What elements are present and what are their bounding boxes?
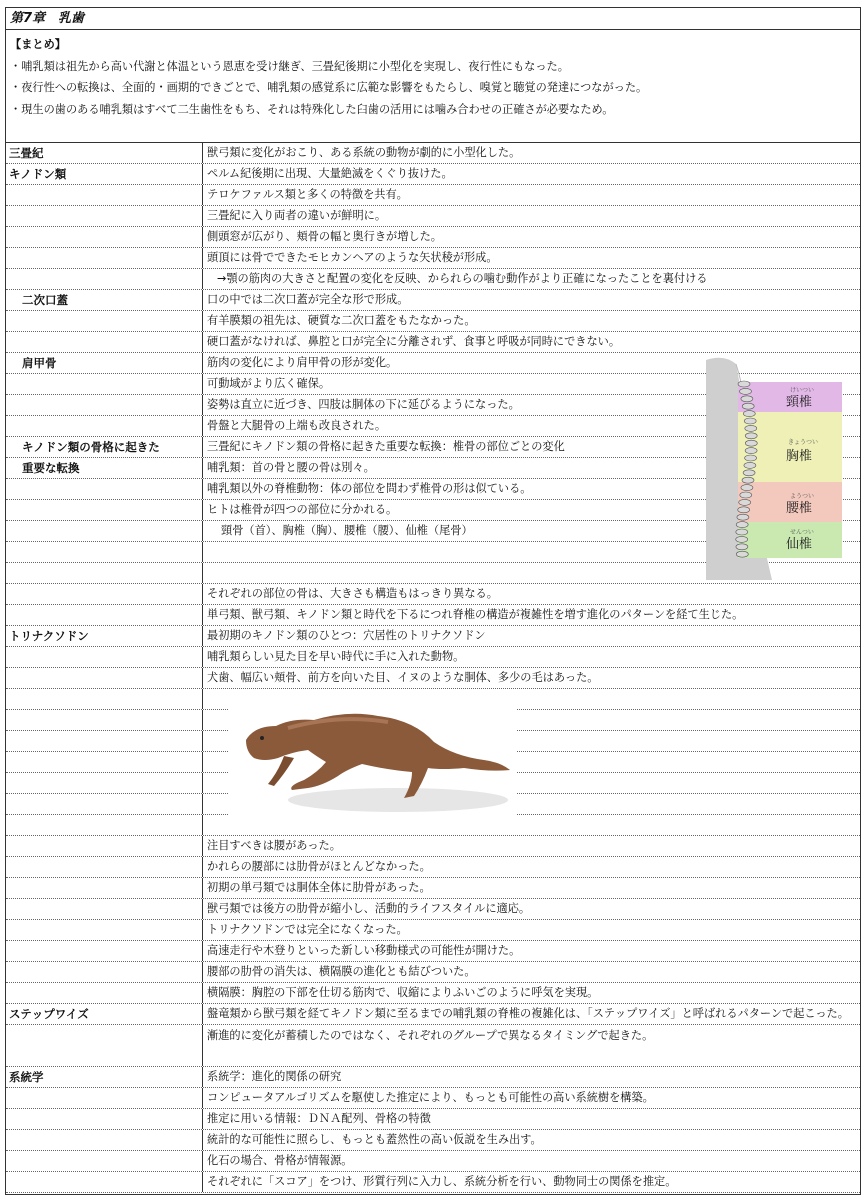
table-row [6,1172,860,1193]
row-note: 三畳紀にキノドン類の骨格に起きた重要な転換：椎骨の部位ごとの変化 [207,440,565,453]
row-topic [6,521,203,541]
label-ruby: けいつい [790,387,815,394]
vertebra [744,462,756,468]
row-topic [6,1088,203,1108]
row-note: 獣弓類に変化がおこり、ある系統の動物が劇的に小型化した。 [207,146,521,159]
row-topic [6,836,203,856]
summary-line: ・夜行性への転換は、全面的・画期的できごとで、哺乳類の感覚系に広範な影響をもたらし、嗅覚と聴覚の発達につながった。 [10,81,648,94]
row-topic [6,248,203,268]
row-topic [6,1151,203,1171]
row-note: 三畳紀に入り両者の違いが鮮明に。 [207,209,387,222]
row-topic: 三畳紀 [6,143,203,163]
row-topic [6,605,203,625]
vertebra [745,448,757,454]
spine-figure [706,354,842,580]
row-note: 頸骨（首）、胸椎（胸）、腰椎（腰）、仙椎（尾骨） [221,524,473,537]
vertebra [736,551,748,557]
summary-line: ・現生の歯のある哺乳類はすべて二生歯性をもち、それは特殊化した臼歯の活用には噛み合わせの正確さが必要なため。 [10,102,614,116]
vertebra [738,381,750,387]
row-note: 姿勢は直立に近づき、四肢は胴体の下に延びるようになった。 [207,398,520,411]
vertebra [742,477,754,483]
label-ruby: きょうつい [788,439,819,446]
table-row [6,185,860,206]
row-topic [6,647,203,667]
row-note: 側頭窓が広がり、頬骨の幅と奥行きが増した。 [207,230,442,243]
table-row [6,227,860,248]
row-topic [6,206,203,226]
row-topic [6,395,203,415]
row-note: 頭頂には骨でできたモヒカンヘアのような矢状稜が形成。 [207,251,498,264]
row-topic [6,542,203,562]
row-topic: 肩甲骨 [6,353,203,373]
row-topic [6,311,203,331]
vertebra [738,507,750,513]
table-row [6,164,860,185]
summary-heading: 【まとめ】 [10,38,66,51]
table-row [6,836,860,857]
vertebra [741,485,753,491]
row-note: ヒトは椎骨が四つの部位に分かれる。 [207,503,398,516]
row-topic [6,983,203,1003]
row-note: 腰部の肋骨の消失は、横隔膜の進化とも結びついた。 [207,965,476,978]
vertebra [737,514,749,520]
vertebra [743,470,755,476]
vertebra [736,529,748,535]
row-note: 化石の場合、骨格が情報源。 [207,1154,353,1167]
row-note: 硬口蓋がなければ、鼻腔と口が完全に分離されず、食事と呼吸が同時にできない。 [207,335,621,348]
row-topic [6,857,203,877]
table-row [6,899,860,920]
vertebra [745,425,757,431]
row-topic: 重要な転換 [6,458,203,478]
table-row [6,668,860,689]
row-topic [6,878,203,898]
row-topic [6,500,203,520]
vertebra [742,403,754,409]
trinaxodon-figure [228,700,516,830]
vertebra [736,544,748,550]
row-topic [6,416,203,436]
table-row [6,311,860,332]
row-topic: トリナクソドン [6,626,203,646]
vertebra [736,536,748,542]
vertebra [743,411,755,417]
row-note: 横隔膜：胸腔の下部を仕切る筋肉で、収縮によりふいごのように呼気を実現。 [207,986,599,999]
row-topic [6,962,203,982]
table-row [6,626,860,647]
table-row [6,269,860,290]
table-row [6,206,860,227]
table-row [6,857,860,878]
table-row [6,1067,860,1088]
row-note: 獣弓類では後方の肋骨が縮小し、活動的ライフスタイルに適応。 [207,902,531,915]
row-topic: ステップワイズ [6,1004,203,1024]
row-note: 単弓類、獣弓類、キノドン類と時代を下るにつれ脊椎の構造が複雑性を増す進化のパターンを経て生じた。 [207,608,744,621]
vertebra [745,433,757,439]
label-sacral: 仙椎 [786,537,813,552]
table-row [6,878,860,899]
row-note: 哺乳類以外の脊椎動物：体の部位を問わず椎骨の形は似ている。 [207,482,532,495]
row-topic [6,1130,203,1150]
vertebra [739,499,751,505]
row-note: 統計的な可能性に照らし、もっとも蓋然性の高い仮説を生み出す。 [207,1133,542,1146]
table-row [6,1025,860,1067]
table-row [6,983,860,1004]
row-topic [6,941,203,961]
label-thoracic: 胸椎 [786,449,813,464]
label-cervical: 頸椎 [786,395,813,410]
row-topic [6,815,203,835]
row-topic [6,689,203,709]
human-spine-illustration [706,354,842,580]
vertebra [736,522,748,528]
trinaxodon-eye [260,736,264,740]
table-row [6,332,860,353]
row-topic [6,1109,203,1129]
row-topic [6,479,203,499]
row-note: 初期の単弓類では胴体全体に肋骨があった。 [207,881,431,894]
row-note: 盤竜類から獣弓類を経てキノドン類に至るまでの哺乳類の脊椎の複雑化は、「ステップワイズ」と呼ばれるパターンで起こった。 [207,1007,849,1020]
table-row [6,647,860,668]
row-topic [6,899,203,919]
row-note: 骨盤と大腿骨の上端も改良された。 [207,419,387,432]
row-topic [6,227,203,247]
row-note: テロケファルス類と多くの特徴を共有。 [207,188,408,201]
label-ruby: ようつい [790,493,815,500]
ground-shadow [288,788,508,812]
row-note: 可動域がより広く確保。 [207,377,331,390]
table-row [6,584,860,605]
row-topic [6,710,203,730]
table-row [6,605,860,626]
row-topic [6,374,203,394]
table-row [6,143,860,164]
summary-box [6,30,860,143]
row-note: 高速走行や木登りといった新しい移動様式の可能性が開けた。 [207,944,521,957]
chapter-title: 第7章 乳歯 [6,8,860,30]
table-row [6,1109,860,1130]
label-lumbar: 腰椎 [786,501,813,516]
vertebra [741,396,753,402]
table-row [6,1004,860,1025]
row-topic [6,584,203,604]
row-topic: 系統学 [6,1067,203,1087]
table-row [6,1130,860,1151]
summary-line: ・哺乳類は祖先から高い代謝と体温という恩恵を受け継ぎ、三畳紀後期に小型化を実現し、夜行性にもなった。 [10,59,569,73]
table-row [6,248,860,269]
notes-sheet [5,7,861,1195]
vertebra [740,388,752,394]
row-note: コンピュータアルゴリズムを駆使した推定により、もっとも可能性の高い系統樹を構築。 [207,1091,654,1104]
row-topic [6,185,203,205]
row-topic: キノドン類 [6,164,203,184]
row-note: 推定に用いる情報：ＤＮＡ配列、骨格の特徴 [207,1112,431,1125]
vertebra [745,440,757,446]
row-topic [6,563,203,583]
row-topic: 二次口蓋 [6,290,203,310]
row-note: 口の中では二次口蓋が完全な形で形成。 [207,293,409,306]
row-topic [6,731,203,751]
row-note: 筋肉の変化により肩甲骨の形が変化。 [207,356,398,369]
row-topic [6,794,203,814]
row-note: ペルム紀後期に出現、大量絶滅をくぐり抜けた。 [207,167,453,180]
table-row [6,941,860,962]
row-note: 有羊膜類の祖先は、硬質な二次口蓋をもたなかった。 [207,314,476,327]
trinaxodon-illustration [228,700,516,830]
row-topic [6,1025,203,1066]
label-ruby: せんつい [790,529,814,536]
row-note: 哺乳類らしい見た目を早い時代に手に入れた動物。 [207,650,465,663]
row-topic [6,773,203,793]
row-note: 系統学：進化的関係の研究 [207,1070,342,1083]
row-note: かれらの腰部には肋骨がほとんどなかった。 [207,860,431,873]
table-row [6,1088,860,1109]
row-note: →顎の筋肉の大きさと配置の変化を反映、かられらの噛む動作がより正確になったことを裏付ける [217,272,708,285]
row-note: 漸進的に変化が蓄積したのではなく、それぞれのグループで異なるタイミングで起きた。 [207,1029,654,1042]
trinaxodon-body [246,714,510,798]
table-row [6,962,860,983]
table-row [6,920,860,941]
row-note: それぞれの部位の骨は、大きさも構造もはっきり異なる。 [207,587,498,600]
row-topic [6,752,203,772]
row-topic [6,269,203,289]
row-topic [6,920,203,940]
row-note: 犬歯、幅広い頬骨、前方を向いた目、イヌのような胴体、多少の毛はあった。 [207,671,599,684]
row-topic [6,332,203,352]
row-note: 哺乳類：首の骨と腰の骨は別々。 [207,461,375,474]
row-note: 注目すべきは腰があった。 [207,839,341,852]
table-row [6,290,860,311]
row-topic [6,668,203,688]
row-note: 最初期のキノドン類のひとつ：穴居性のトリナクソドン [207,629,486,642]
row-topic [6,1172,203,1192]
row-topic: キノドン類の骨格に起きた [6,437,203,457]
table-row [6,1151,860,1172]
vertebra [740,492,752,498]
trinaxodon-front-leg [268,756,294,786]
row-note: それぞれに「スコア」をつけ、形質行列に入力し、系統分析を行い、動物同士の関係を推定。 [207,1175,677,1188]
vertebra [745,455,757,461]
vertebra [744,418,756,424]
row-note: トリナクソドンでは完全になくなった。 [207,923,408,936]
